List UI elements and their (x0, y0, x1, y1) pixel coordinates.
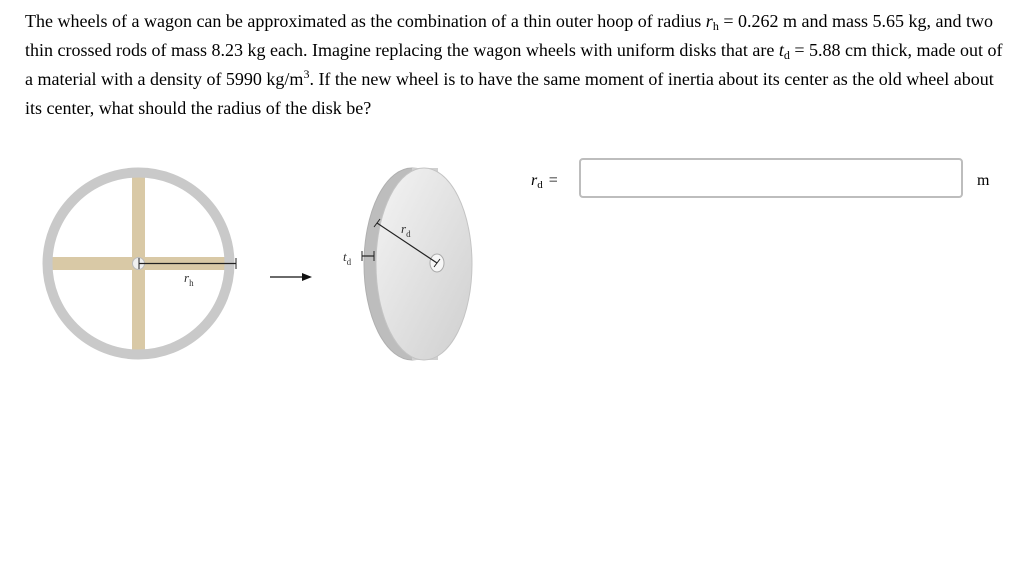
disk-diagram (343, 168, 472, 360)
answer-unit: m (977, 172, 990, 189)
problem-text: The wheels of a wagon can be approximated as the combination of a thin outer hoop of radius $r_h = 0.262$ m and mass 5.65 kg, and two thin crossed rods of mass 8.23 kg each. Imagine replacing the wagon wheels with uniform disks that are $t_d = 5.88$ cm thick, made out of a material with a density of 5990 $kg/m^3$. If the new wheel is to have the same moment of inertia about its center as the old wheel about its center, what should the radius of the disk be? (25, 11, 1003, 118)
wagon-wheel-diagram (48, 173, 237, 355)
radius-rh-label: $r_h$ (184, 270, 194, 288)
thickness-td-label: $t_d$ (343, 249, 352, 267)
radius-rd-label: $r_d$ (401, 221, 411, 239)
answer-input[interactable] (579, 158, 963, 198)
wheel-to-disk-figure (0, 150, 520, 380)
right-arrow-icon (270, 273, 312, 281)
answer-label: $r_d$ = (531, 172, 558, 191)
disk-face (376, 168, 472, 360)
